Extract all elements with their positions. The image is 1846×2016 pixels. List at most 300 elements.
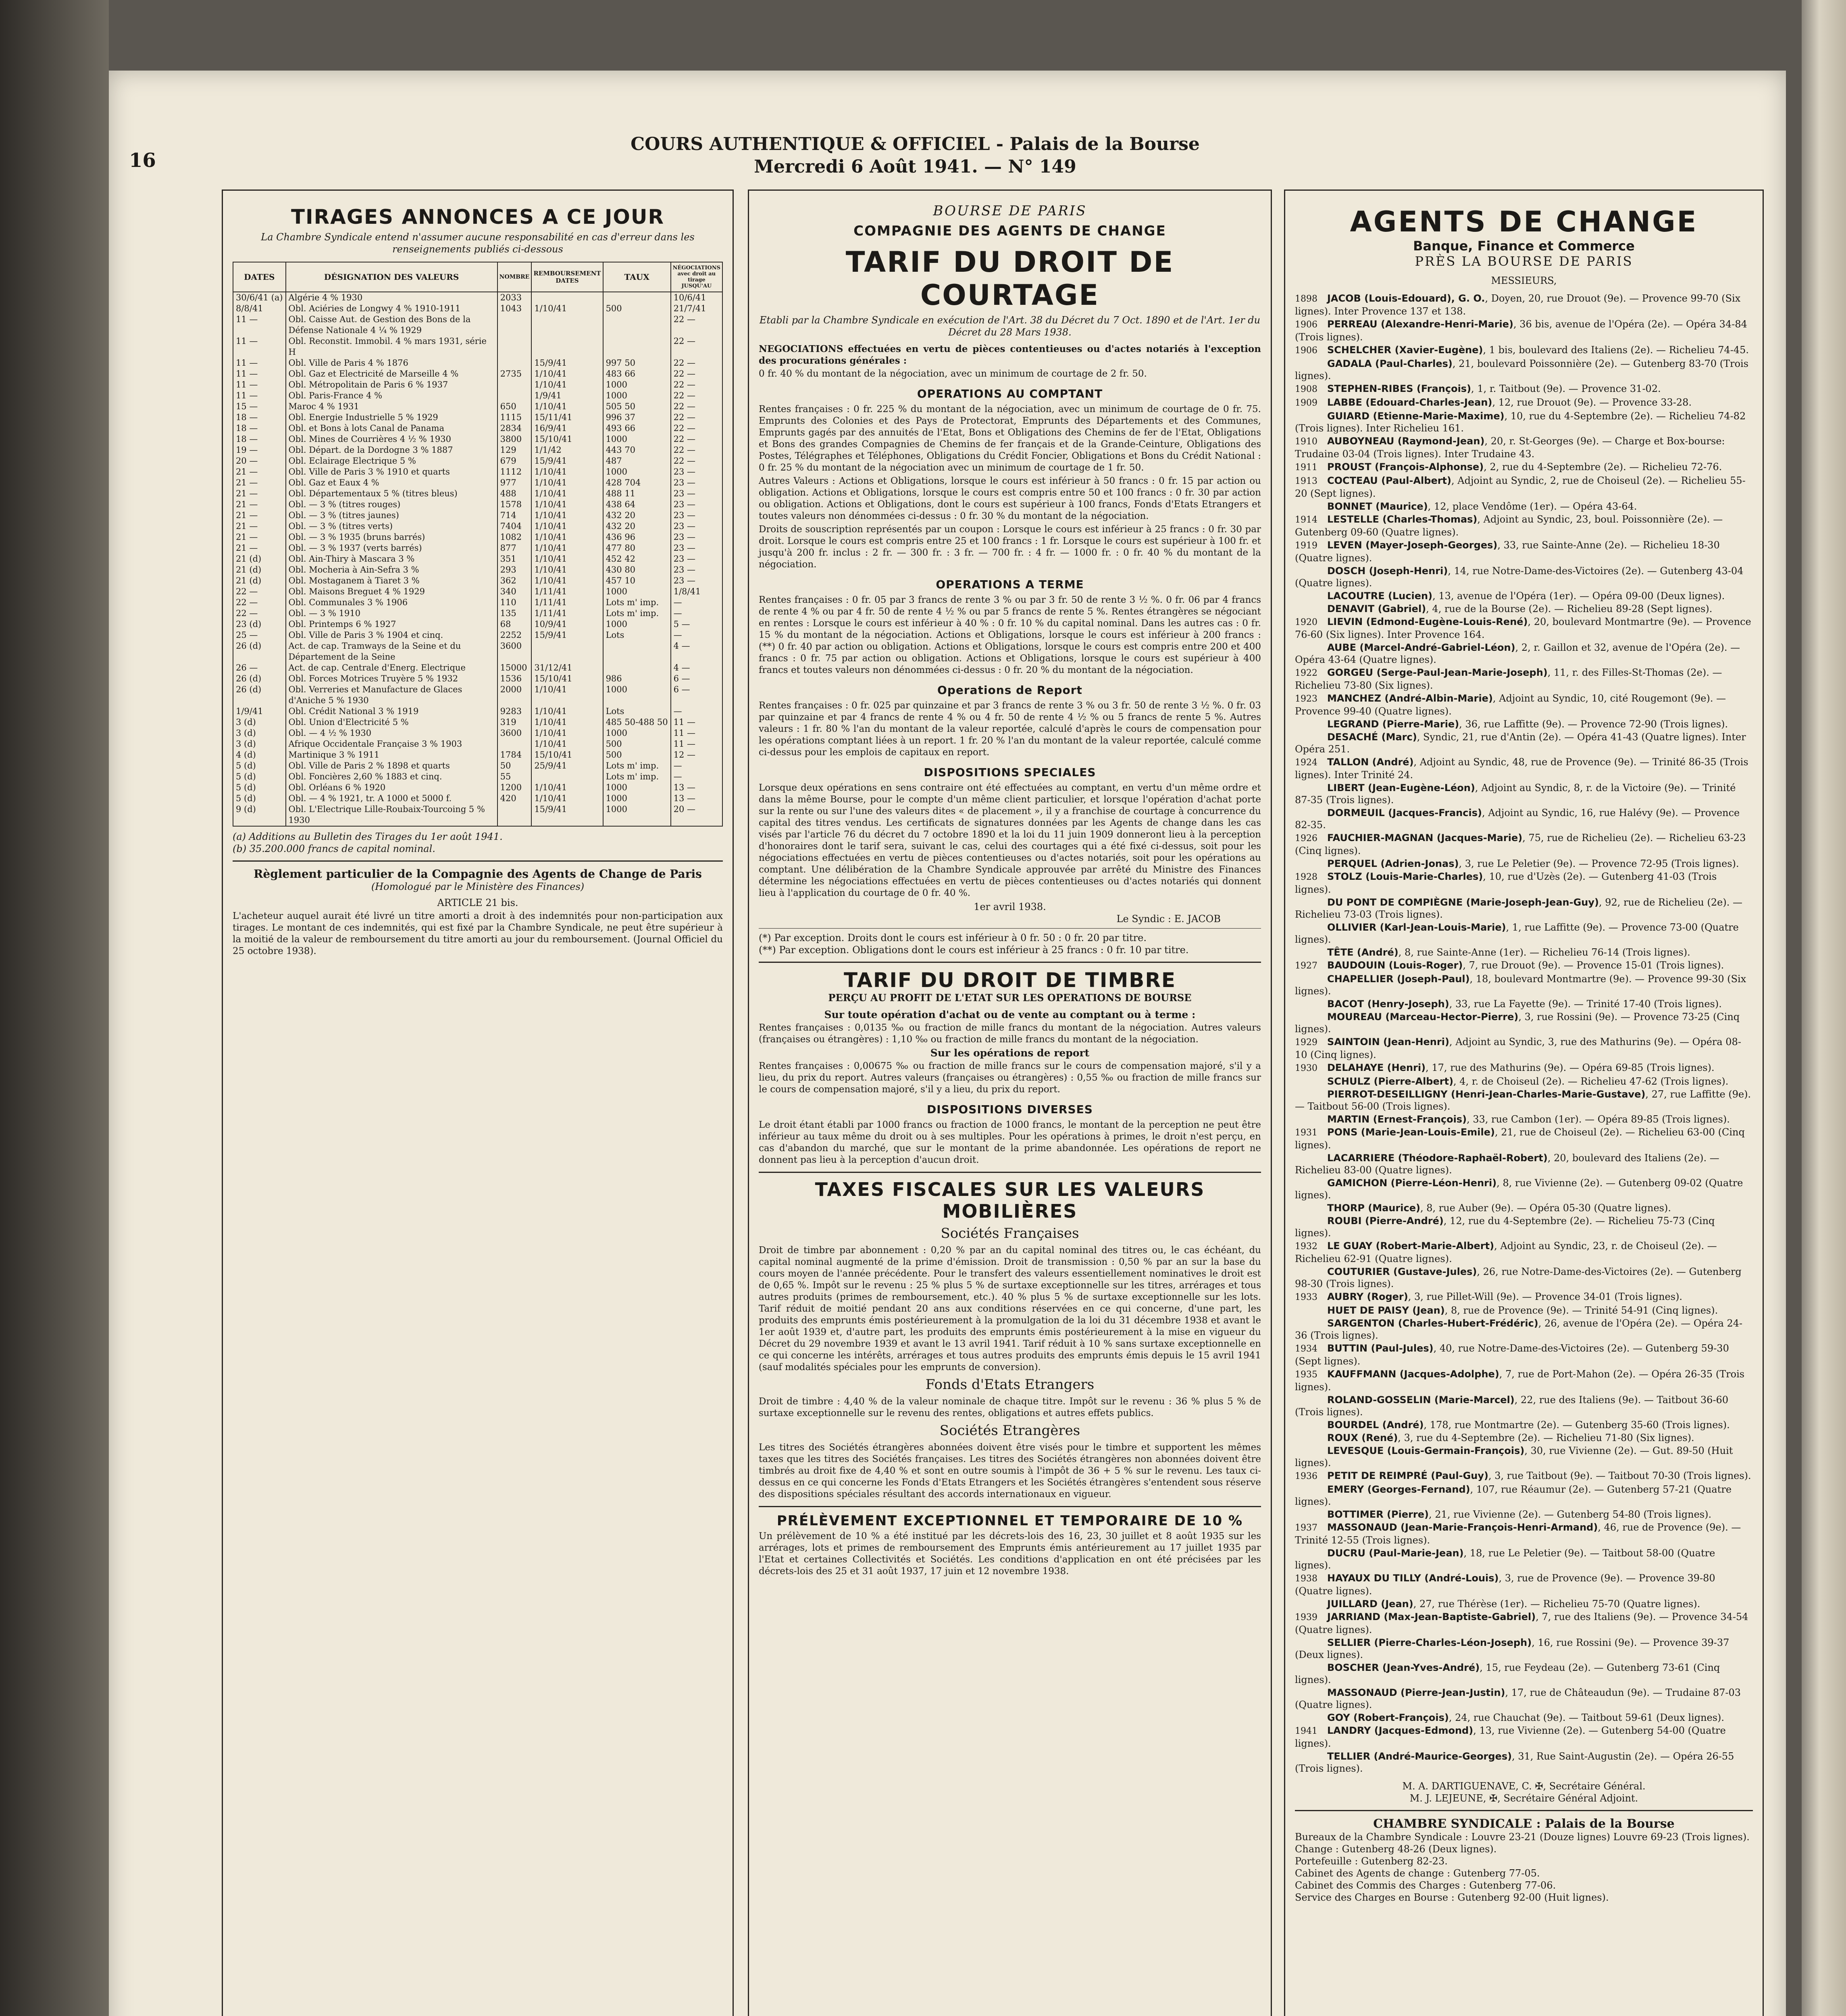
- table-row: [233, 303, 722, 314]
- agent-name: DU PONT DE COMPIÈGNE (Marie-Joseph-Jean-Guy): [1327, 897, 1599, 908]
- table-cell: 18 —: [233, 434, 286, 445]
- table-cell: —: [671, 706, 722, 717]
- chambre-lines: [1295, 1831, 1753, 1904]
- list-item: PIERROT-DESEILLIGNY (Henri-Jean-Charles-Marie-Gustave), 27, rue Laffitte (9e). — Taitbout 56-00 (Trois lignes).: [1295, 1089, 1751, 1112]
- list-item: 1937 MASSONAUD (Jean-Marie-François-Henri-Armand), 46, rue de Provence (9e). — Trinité 12-55 (Trois lignes).: [1295, 1522, 1741, 1546]
- list-item: 1935 KAUFFMANN (Jacques-Adolphe), 7, rue de Port-Mahon (2e). — Opéra 26-35 (Trois lignes).: [1295, 1368, 1745, 1393]
- table-cell: 20 —: [671, 804, 722, 826]
- agent-address: 33, rue Cambon (1er). — Opéra 89-85 (Trois lignes).: [1473, 1114, 1730, 1125]
- agent-name: BOURDEL (André): [1327, 1419, 1424, 1431]
- list-item: BOTTIMER (Pierre), 21, rue Vivienne (2e). — Gutenberg 54-80 (Trois lignes).: [1327, 1509, 1712, 1520]
- taxes-etrangeres-text: Les titres des Sociétés étrangères abonnées doivent être visés pour le timbre et supportent les mêmes taxes que les titres des Sociétés françaises. Les titres des Sociétés étrangères non abonnées doivent être timbrés au droit fixe de 4,40 % et sont en outre soumis à l'impôt de 36 + 5 % sur le revenu. Les taux ci-dessus en ce qui concerne les Fonds d'Etats Etrangers et les Sociétés étrangères s'entendent sous réserve des dispositions spéciales résultant des accords internationaux en vigueur.: [759, 1442, 1261, 1500]
- table-cell: 452 42: [603, 554, 671, 564]
- table-row: [233, 717, 722, 728]
- agent-year: 1906: [1295, 320, 1317, 330]
- table-cell: 23 —: [671, 575, 722, 586]
- agents-subtitle2: PRÈS LA BOURSE DE PARIS: [1415, 254, 1633, 269]
- table-row: [233, 804, 722, 826]
- table-cell: 15000: [497, 662, 532, 673]
- table-cell: 15/9/41: [531, 804, 603, 826]
- col-nombre: NOMBRE: [497, 262, 532, 292]
- table-cell: 21 (d): [233, 564, 286, 575]
- tirages-body: [233, 292, 722, 826]
- table-cell: Act. de cap. Tramways de la Seine et du Département de la Seine: [286, 641, 497, 662]
- table-cell: 25 —: [233, 630, 286, 641]
- table-cell: 1000: [603, 390, 671, 401]
- table-cell: 23 (d): [233, 619, 286, 630]
- table-cell: 15/10/41: [531, 750, 603, 760]
- table-cell: 1/10/41: [531, 564, 603, 575]
- tirages-note-b: (b) 35.200.000 francs de capital nominal.: [233, 843, 435, 854]
- table-row: [233, 782, 722, 793]
- tirages-table: [233, 262, 723, 827]
- table-cell: 319: [497, 717, 532, 728]
- table-cell: [603, 641, 671, 662]
- agent-year: 1910: [1295, 437, 1317, 447]
- table-cell: 1/10/41: [531, 739, 603, 750]
- table-cell: 11 —: [233, 314, 286, 336]
- table-cell: [531, 641, 603, 662]
- list-item: DUCRU (Paul-Marie-Jean), 18, rue Le Peletier (9e). — Taitbout 58-00 (Quatre lignes).: [1295, 1547, 1715, 1571]
- table-cell: Obl. — 3 % (titres rouges): [286, 499, 497, 510]
- agent-name: BAUDOUIN (Louis-Roger): [1327, 960, 1463, 971]
- table-cell: 21 —: [233, 510, 286, 521]
- table-cell: 1/10/41: [531, 793, 603, 804]
- table-cell: 11 —: [233, 336, 286, 358]
- table-cell: 432 20: [603, 521, 671, 532]
- table-cell: Obl. — 3 % 1935 (bruns barrés): [286, 532, 497, 543]
- agent-name: MARTIN (Ernest-François): [1327, 1114, 1467, 1125]
- agent-address: 18, boulevard Montmartre (9e). — Provence 99-30 (Six lignes).: [1295, 973, 1746, 997]
- table-row: [233, 750, 722, 760]
- table-cell: —: [671, 771, 722, 782]
- table-cell: 5 (d): [233, 771, 286, 782]
- table-cell: 483 66: [603, 369, 671, 379]
- table-cell: [497, 804, 532, 826]
- list-item: MOUREAU (Marceau-Hector-Pierre), 3, rue Rossini (9e). — Provence 73-25 (Cinq lignes).: [1295, 1011, 1740, 1035]
- table-cell: 1000: [603, 804, 671, 826]
- prelevement-body: Un prélèvement de 10 % a été institué par les décrets-lois des 16, 23, 30 juillet et 8 août 1935 sur les arrérages, lots et primes de remboursement des Emprunts émis antérieurement au 17 juillet 1935 par l'Etat et certaines Collectivités et Sociétés. Les conditions d'application en ont été précisées par les décrets-lois des 25 et 31 août 1937, 17 juin et 12 novembre 1938.: [759, 1531, 1261, 1577]
- table-cell: 22 —: [671, 358, 722, 369]
- table-cell: 23 —: [671, 543, 722, 554]
- table-cell: 1/10/41: [531, 543, 603, 554]
- agent-name: COUTURIER (Gustave-Jules): [1327, 1266, 1477, 1277]
- taxes-section-etrangeres: Sociétés Etrangères: [939, 1422, 1080, 1439]
- table-cell: Obl. Départementaux 5 % (titres bleus): [286, 488, 497, 499]
- taxes-section-etats: Fonds d'Etats Etrangers: [925, 1377, 1095, 1393]
- courtage-intro: NEGOCIATIONS effectuées en vertu de pièces contentieuses ou d'actes notariés à l'exception des procurations générales :: [759, 344, 1261, 366]
- table-row: [233, 445, 722, 456]
- tirages-title: TIRAGES ANNONCES A CE JOUR: [291, 205, 665, 229]
- table-cell: 26 —: [233, 662, 286, 673]
- list-item: SCHULZ (Pierre-Albert), 4, r. de Choiseul (2e). — Richelieu 47-62 (Trois lignes).: [1327, 1076, 1729, 1087]
- table-cell: 23 —: [671, 521, 722, 532]
- table-cell: 2000: [497, 684, 532, 706]
- table-cell: 679: [497, 456, 532, 467]
- agent-name: PIERROT-DESEILLIGNY (Henri-Jean-Charles-Marie-Gustave): [1327, 1089, 1646, 1100]
- table-cell: —: [671, 630, 722, 641]
- agent-address: 33, rue La Fayette (9e). — Trinité 17-40 (Trois lignes).: [1455, 998, 1722, 1010]
- agent-name: DENAVIT (Gabriel): [1327, 603, 1426, 614]
- agent-year: 1909: [1295, 398, 1317, 408]
- table-row: [233, 564, 722, 575]
- page-header: [129, 133, 1701, 185]
- list-item: 1920 LIEVIN (Edmond-Eugène-Louis-René), 20, boulevard Montmartre (9e). — Provence 76-60 (Six lignes). Inter Provence 164.: [1295, 616, 1751, 640]
- table-cell: 977: [497, 477, 532, 488]
- table-cell: 1/10/41: [531, 782, 603, 793]
- agent-address: 3, rue Pillet-Will (9e). — Provence 34-01 (Trois lignes).: [1414, 1291, 1683, 1302]
- agent-address: 8, rue de Provence (9e). — Trinité 54-91 (Cinq lignes).: [1451, 1305, 1718, 1316]
- table-cell: Obl. Communales 3 % 1906: [286, 597, 497, 608]
- table-cell: 8/8/41: [233, 303, 286, 314]
- section-speciales: DISPOSITIONS SPECIALES: [924, 766, 1096, 779]
- table-cell: 1/11/41: [531, 597, 603, 608]
- agents-messieurs: MESSIEURS,: [1491, 275, 1557, 286]
- table-cell: Afrique Occidentale Française 3 % 1903: [286, 739, 497, 750]
- agent-address: 12, rue du 4-Septembre (2e). — Richelieu 75-73 (Cinq lignes).: [1295, 1215, 1715, 1239]
- agent-address: 36, rue Laffitte (9e). — Provence 72-90 (Trois lignes).: [1465, 719, 1728, 730]
- table-cell: 487: [603, 456, 671, 467]
- table-cell: 351: [497, 554, 532, 564]
- table-cell: 5 —: [671, 619, 722, 630]
- agent-name: PETIT DE REIMPRÉ (Paul-Guy): [1327, 1470, 1488, 1481]
- agent-name: SARGENTON (Charles-Hubert-Frédéric): [1327, 1318, 1538, 1329]
- table-cell: 650: [497, 401, 532, 412]
- agent-address: 3, rue de Provence (9e). — Provence 39-80 (Quatre lignes).: [1295, 1572, 1715, 1597]
- tarifs-column: [748, 190, 1272, 2016]
- list-item: 1933 AUBRY (Roger), 3, rue Pillet-Will (9e). — Provence 34-01 (Trois lignes).: [1295, 1291, 1753, 1304]
- list-item: 1923 MANCHEZ (André-Albin-Marie), Adjoint au Syndic, 10, cité Rougemont (9e). — Provence 99-40 (Quatre lignes).: [1295, 693, 1726, 717]
- table-cell: Obl. Maisons Breguet 4 % 1929: [286, 586, 497, 597]
- book-binding: [0, 0, 109, 2016]
- agent-address: 3, rue du 4-Septembre (2e). — Richelieu 71-80 (Six lignes).: [1404, 1432, 1694, 1443]
- table-row: [233, 434, 722, 445]
- agent-year: 1923: [1295, 694, 1317, 704]
- agent-address: 15, rue Feydeau (2e). — Gutenberg 73-61 (Cinq lignes).: [1295, 1662, 1720, 1685]
- agent-address: 20, boulevard des Italiens (2e). — Richelieu 83-00 (Quatre lignes).: [1295, 1152, 1719, 1176]
- table-cell: 21 —: [233, 543, 286, 554]
- table-cell: 4 —: [671, 662, 722, 673]
- table-row: [233, 673, 722, 684]
- comptant-valeurs: Autres Valeurs : Actions et Obligations, lorsque le cours est inférieur à 50 francs : 0 fr. 15 par action ou obligation. Actions et Obligations, lorsque le cours est compris entre 50 et 100 francs : 0 fr. 30 par action ou obligation. Actions et Obligations, dont le cours est supérieur à 100 francs, Fonds d'Etats Etrangers et toutes valeurs non dénommées ci-dessus : 0 fr. 30 % du montant de la négociation.: [759, 476, 1261, 521]
- agent-year: 1898: [1295, 294, 1317, 304]
- table-cell: 1/10/41: [531, 467, 603, 477]
- table-cell: 4 (d): [233, 750, 286, 760]
- list-item: 1929 SAINTOIN (Jean-Henri), Adjoint au Syndic, 3, rue des Mathurins (9e). — Opéra 08-10 (Cinq lignes).: [1295, 1036, 1741, 1060]
- taxes-title: TAXES FISCALES SUR LES VALEURS MOBILIÈRES: [815, 1179, 1205, 1222]
- page-edge: [1802, 0, 1846, 2016]
- table-cell: [531, 336, 603, 358]
- list-item: 1938 HAYAUX DU TILLY (André-Louis), 3, rue de Provence (9e). — Provence 39-80 (Quatre lignes).: [1295, 1572, 1715, 1597]
- table-cell: 18 —: [233, 423, 286, 434]
- list-item: MARTIN (Ernest-François), 33, rue Cambon (1er). — Opéra 89-85 (Trois lignes).: [1327, 1114, 1730, 1125]
- agent-address: 33, rue Sainte-Anne (2e). — Richelieu 18-30 (Quatre lignes).: [1295, 539, 1720, 564]
- comptant-droits: Droits de souscription représentés par un coupon : Lorsque le cours est inférieur à 25 francs : 0 fr. 30 par droit. Lorsque le cours est compris entre 25 et 100 francs : 1 fr. Lorsque le cours est supérieur à 100 fr. et jusqu'à 200 fr. inclus : 2 fr. — 300 fr. : 3 fr. — 700 fr. : 4 fr. — 1000 fr. : 0 fr. 40 % du montant de la négociation.: [759, 524, 1261, 570]
- table-cell: [497, 379, 532, 390]
- table-cell: Lots m' imp.: [603, 760, 671, 771]
- agent-address: 7, rue de Port-Mahon (2e). — Opéra 26-35 (Trois lignes).: [1295, 1368, 1745, 1393]
- table-cell: 3600: [497, 641, 532, 662]
- table-cell: 1082: [497, 532, 532, 543]
- tirages-disclaimer: La Chambre Syndicale entend n'assumer aucune responsabilité en cas d'erreur dans les renseignements publiés ci-dessous: [261, 231, 695, 255]
- table-cell: 488: [497, 488, 532, 499]
- table-cell: 21 —: [233, 521, 286, 532]
- agent-address: 14, rue Notre-Dame-des-Victoires (2e). — Gutenberg 43-04 (Quatre lignes).: [1295, 565, 1744, 589]
- agents-title: AGENTS DE CHANGE: [1350, 205, 1698, 238]
- agent-address: 16, rue Rossini (9e). — Provence 39-37 (Deux lignes).: [1295, 1637, 1729, 1660]
- agents-list: [1295, 292, 1753, 1774]
- table-cell: 340: [497, 586, 532, 597]
- table-cell: Act. de cap. Centrale d'Energ. Electrique: [286, 662, 497, 673]
- table-cell: Obl. — 3 % 1910: [286, 608, 497, 619]
- list-item: 1906 PERREAU (Alexandre-Henri-Marie), 36 bis, avenue de l'Opéra (2e). — Opéra 34-84 (Trois lignes).: [1295, 319, 1747, 343]
- agent-name: ROUBI (Pierre-André): [1327, 1215, 1444, 1227]
- list-item: ROLAND-GOSSELIN (Marie-Marcel), 22, rue des Italiens (9e). — Taitbout 36-60 (Trois lignes).: [1295, 1394, 1729, 1418]
- table-cell: 21 —: [233, 499, 286, 510]
- agent-name: SCHELCHER (Xavier-Eugène): [1327, 344, 1483, 356]
- agent-name: MANCHEZ (André-Albin-Marie): [1327, 693, 1493, 704]
- table-row: [233, 499, 722, 510]
- table-cell: —: [671, 760, 722, 771]
- table-row: [233, 771, 722, 782]
- timbre-lead: Sur toute opération d'achat ou de vente au comptant ou à terme :: [824, 1009, 1196, 1020]
- agent-address: Adjoint au Syndic, 23, r. de Choiseul (2e). — Richelieu 62-91 (Quatre lignes).: [1295, 1240, 1717, 1264]
- agent-year: 1911: [1295, 462, 1317, 473]
- table-row: [233, 369, 722, 379]
- table-cell: 129: [497, 445, 532, 456]
- agent-address: 4, rue de la Bourse (2e). — Richelieu 89-28 (Sept lignes).: [1432, 603, 1713, 614]
- agent-address: 20, boulevard Montmartre (9e). — Provence 76-60 (Six lignes). Inter Provence 164.: [1295, 616, 1751, 640]
- agent-name: JARRIAND (Max-Jean-Baptiste-Gabriel): [1327, 1611, 1536, 1622]
- table-cell: Obl. Printemps 6 % 1927: [286, 619, 497, 630]
- agent-name: STOLZ (Louis-Marie-Charles): [1327, 871, 1483, 882]
- table-cell: 22 —: [671, 412, 722, 423]
- table-cell: 30/6/41 (a): [233, 292, 286, 303]
- table-cell: [531, 292, 603, 303]
- agent-address: 75, rue de Richelieu (2e). — Richelieu 63-23 (Cinq lignes).: [1295, 832, 1746, 856]
- agent-address: 2, r. Gaillon et 32, avenue de l'Opéra (2e). — Opéra 43-64 (Quatre lignes).: [1295, 642, 1740, 665]
- table-cell: 430 80: [603, 564, 671, 575]
- table-row: [233, 423, 722, 434]
- table-cell: 1000: [603, 467, 671, 477]
- agent-address: 27, rue Thérèse (1er). — Richelieu 75-70 (Quatre lignes).: [1419, 1598, 1700, 1610]
- agent-address: 1 bis, boulevard des Italiens (2e). — Richelieu 74-45.: [1489, 344, 1749, 356]
- table-cell: 11 —: [233, 390, 286, 401]
- agent-name: AUBOYNEAU (Raymond-Jean): [1327, 435, 1485, 447]
- table-cell: 505 50: [603, 401, 671, 412]
- table-row: [233, 684, 722, 706]
- table-cell: Lots: [603, 630, 671, 641]
- table-row: [233, 586, 722, 597]
- table-row: [233, 619, 722, 630]
- table-cell: 5 (d): [233, 793, 286, 804]
- courtage-subtitle: Etabli par la Chambre Syndicale en exécution de l'Art. 38 du Décret du 7 Oct. 1890 et de l'Art. 1er du Décret du 28 Mars 1938.: [759, 314, 1261, 338]
- agent-address: 10, rue d'Uzès (2e). — Gutenberg 41-03 (Trois lignes).: [1295, 871, 1717, 895]
- list-item: 1919 LEVEN (Mayer-Joseph-Georges), 33, rue Sainte-Anne (2e). — Richelieu 18-30 (Quatre lignes).: [1295, 539, 1720, 564]
- table-cell: Obl. L'Electrique Lille-Roubaix-Tourcoing 5 % 1930: [286, 804, 497, 826]
- table-cell: 15/10/41: [531, 434, 603, 445]
- agent-address: 46, rue de Provence (9e). — Trinité 12-55 (Trois lignes).: [1295, 1522, 1741, 1546]
- table-cell: 3 (d): [233, 728, 286, 739]
- agent-address: Adjoint au Syndic, 16, rue Halévy (9e). — Provence 82-35.: [1295, 807, 1740, 831]
- table-cell: 293: [497, 564, 532, 575]
- table-row: [233, 641, 722, 662]
- courtage-title: TARIF DU DROIT DE COURTAGE: [845, 246, 1174, 312]
- agent-name: MOUREAU (Marceau-Hector-Pierre): [1327, 1011, 1519, 1023]
- agent-year: 1930: [1295, 1063, 1317, 1073]
- table-cell: 13 —: [671, 782, 722, 793]
- list-item: DENAVIT (Gabriel), 4, rue de la Bourse (2e). — Richelieu 89-28 (Sept lignes).: [1327, 603, 1713, 614]
- table-cell: 5 (d): [233, 782, 286, 793]
- agent-name: ROLAND-GOSSELIN (Marie-Marcel): [1327, 1394, 1515, 1406]
- col-designation: DÉSIGNATION DES VALEURS: [286, 262, 497, 292]
- table-cell: Obl. Gaz et Eaux 4 %: [286, 477, 497, 488]
- table-cell: 1200: [497, 782, 532, 793]
- table-cell: 22 —: [671, 456, 722, 467]
- taxes-section-francaises: Sociétés Françaises: [941, 1225, 1079, 1241]
- table-cell: 22 —: [671, 423, 722, 434]
- table-cell: Obl. Ville de Paris 4 % 1876: [286, 358, 497, 369]
- agent-address: 21, rue Vivienne (2e). — Gutenberg 54-80 (Trois lignes).: [1435, 1509, 1712, 1520]
- list-item: ROUBI (Pierre-André), 12, rue du 4-Septembre (2e). — Richelieu 75-73 (Cinq lignes).: [1295, 1215, 1715, 1239]
- table-row: [233, 467, 722, 477]
- table-cell: 9283: [497, 706, 532, 717]
- table-cell: 1115: [497, 412, 532, 423]
- agent-address: 21, boulevard Poissonnière (2e). — Gutenberg 83-70 (Trois lignes).: [1295, 358, 1749, 381]
- agent-name: LABBE (Edouard-Charles-Jean): [1327, 397, 1492, 408]
- table-cell: 986: [603, 673, 671, 684]
- agent-name: LEVESQUE (Louis-Germain-François): [1327, 1445, 1525, 1456]
- agent-address: 26, avenue de l'Opéra (2e). — Opéra 24-36 (Trois lignes).: [1295, 1318, 1743, 1341]
- agent-year: 1908: [1295, 384, 1317, 394]
- agent-address: 17, rue des Mathurins (9e). — Opéra 69-85 (Trois lignes).: [1432, 1062, 1715, 1073]
- table-cell: Obl. Paris-France 4 %: [286, 390, 497, 401]
- agent-name: KAUFFMANN (Jacques-Adolphe): [1327, 1368, 1499, 1380]
- table-cell: 15/11/41: [531, 412, 603, 423]
- agent-name: EMERY (Georges-Fernand): [1327, 1484, 1470, 1495]
- agent-address: 3, rue Taitbout (9e). — Taitbout 70-30 (Trois lignes).: [1494, 1470, 1751, 1481]
- agent-name: HAYAUX DU TILLY (André-Louis): [1327, 1572, 1499, 1584]
- agent-name: JACOB (Louis-Edouard), G. O.: [1327, 293, 1485, 304]
- table-row: [233, 760, 722, 771]
- agent-year: 1922: [1295, 668, 1317, 678]
- list-item: 1932 LE GUAY (Robert-Marie-Albert), Adjoint au Syndic, 23, r. de Choiseul (2e). — Richelieu 62-91 (Quatre lignes).: [1295, 1240, 1717, 1264]
- list-item: BOURDEL (André), 178, rue Montmartre (2e). — Gutenberg 35-60 (Trois lignes).: [1327, 1419, 1730, 1431]
- table-cell: 16/9/41: [531, 423, 603, 434]
- agent-year: 1936: [1295, 1471, 1317, 1481]
- table-cell: 12 —: [671, 750, 722, 760]
- agent-name: PROUST (François-Alphonse): [1327, 461, 1484, 473]
- table-cell: Obl. Métropolitain de Paris 6 % 1937: [286, 379, 497, 390]
- table-cell: 13 —: [671, 793, 722, 804]
- table-row: [233, 554, 722, 564]
- table-row: [233, 739, 722, 750]
- table-row: [233, 292, 722, 303]
- list-item: GUIARD (Etienne-Marie-Maxime), 10, rue du 4-Septembre (2e). — Richelieu 74-82 (Trois lignes). Inter Richelieu 161.: [1295, 410, 1746, 434]
- table-cell: 1/9/41: [233, 706, 286, 717]
- agent-address: 26, rue Notre-Dame-des-Victoires (2e). — Gutenberg 98-30 (Trois lignes).: [1295, 1266, 1742, 1289]
- agent-address: 178, rue Montmartre (2e). — Gutenberg 35-60 (Trois lignes).: [1430, 1419, 1730, 1431]
- agent-address: 31, Rue Saint-Augustin (2e). — Opéra 26-55 (Trois lignes).: [1295, 1751, 1734, 1774]
- agent-year: 1941: [1295, 1726, 1317, 1736]
- table-cell: 21 —: [233, 467, 286, 477]
- table-cell: 500: [603, 750, 671, 760]
- agent-address: Adjoint au Syndic, 10, cité Rougemont (9e). — Provence 99-40 (Quatre lignes).: [1295, 693, 1726, 717]
- table-cell: 110: [497, 597, 532, 608]
- reglement-subtitle: (Homologué par le Ministère des Finances): [371, 881, 585, 892]
- table-cell: 23 —: [671, 467, 722, 477]
- table-cell: 19 —: [233, 445, 286, 456]
- list-item: LEVESQUE (Louis-Germain-François), 30, rue Vivienne (2e). — Gut. 89-50 (Huit lignes).: [1295, 1445, 1733, 1468]
- list-item: LIBERT (Jean-Eugène-Léon), Adjoint au Syndic, 8, r. de la Victoire (9e). — Trinité 87-35 (Trois lignes).: [1295, 782, 1736, 806]
- table-cell: 500: [603, 303, 671, 314]
- list-item: HUET DE PAISY (Jean), 8, rue de Provence (9e). — Trinité 54-91 (Cinq lignes).: [1327, 1305, 1718, 1316]
- table-row: [233, 706, 722, 717]
- list-item: SARGENTON (Charles-Hubert-Frédéric), 26, avenue de l'Opéra (2e). — Opéra 24-36 (Trois lignes).: [1295, 1318, 1743, 1341]
- list-item: JUILLARD (Jean), 27, rue Thérèse (1er). — Richelieu 75-70 (Quatre lignes).: [1327, 1598, 1700, 1610]
- list-item: THORP (Maurice), 8, rue Auber (9e). — Opéra 05-30 (Quatre lignes).: [1327, 1202, 1671, 1214]
- table-row: [233, 532, 722, 543]
- table-cell: 15/9/41: [531, 630, 603, 641]
- agent-name: MASSONAUD (Jean-Marie-François-Henri-Armand): [1327, 1522, 1598, 1533]
- agent-address: 92, rue de Richelieu (2e). — Richelieu 73-03 (Trois lignes).: [1295, 897, 1742, 920]
- table-cell: Martinique 3 % 1911: [286, 750, 497, 760]
- table-cell: Obl. Gaz et Electricité de Marseille 4 %: [286, 369, 497, 379]
- table-cell: 18 —: [233, 412, 286, 423]
- list-item: 1910 AUBOYNEAU (Raymond-Jean), 20, r. St-Georges (9e). — Charge et Box-bourse: Trudaine 03-04 (Trois lignes). Inter Trudaine 43.: [1295, 435, 1725, 460]
- table-cell: 15/10/41: [531, 673, 603, 684]
- table-cell: 15/9/41: [531, 358, 603, 369]
- agent-year: 1931: [1295, 1128, 1317, 1138]
- table-cell: 1000: [603, 619, 671, 630]
- timbre-subtitle: PERÇU AU PROFIT DE L'ETAT SUR LES OPERATIONS DE BOURSE: [828, 992, 1192, 1004]
- table-cell: Obl. Union d'Electricité 5 %: [286, 717, 497, 728]
- agent-name: BOSCHER (Jean-Yves-André): [1327, 1662, 1480, 1673]
- table-cell: 1000: [603, 782, 671, 793]
- table-cell: 7404: [497, 521, 532, 532]
- list-item: CHAPELLIER (Joseph-Paul), 18, boulevard Montmartre (9e). — Provence 99-30 (Six lignes).: [1295, 973, 1746, 997]
- agent-address: 2, rue du 4-Septembre (2e). — Richelieu 72-76.: [1490, 461, 1722, 473]
- table-cell: 1/9/41: [531, 390, 603, 401]
- table-cell: 22 —: [233, 586, 286, 597]
- table-cell: 21 (d): [233, 575, 286, 586]
- table-cell: 68: [497, 619, 532, 630]
- table-row: [233, 575, 722, 586]
- table-cell: 11 —: [671, 728, 722, 739]
- table-cell: 714: [497, 510, 532, 521]
- table-cell: Lots m' imp.: [603, 608, 671, 619]
- agent-name: THORP (Maurice): [1327, 1202, 1420, 1214]
- agent-address: Adjoint au Syndic, 48, rue de Provence (9e). — Trinité 86-35 (Trois lignes). Inter Trinité 24.: [1295, 756, 1748, 781]
- table-cell: Lots m' imp.: [603, 771, 671, 782]
- table-cell: 22 —: [671, 369, 722, 379]
- agent-name: DESACHÉ (Marc): [1327, 731, 1417, 743]
- table-cell: Obl. Ville de Paris 3 % 1904 et cinq.: [286, 630, 497, 641]
- table-cell: Algérie 4 % 1930: [286, 292, 497, 303]
- table-cell: 1/10/41: [531, 303, 603, 314]
- agent-address: Adjoint au Syndic, 2, rue de Choiseul (2e). — Richelieu 55-20 (Sept lignes).: [1295, 475, 1746, 499]
- table-cell: 25/9/41: [531, 760, 603, 771]
- table-cell: Obl. Mocheria à Ain-Sefra 3 %: [286, 564, 497, 575]
- agent-year: 1939: [1295, 1612, 1317, 1622]
- table-cell: 1/10/41: [531, 554, 603, 564]
- agent-name: SAINTOIN (Jean-Henri): [1327, 1036, 1449, 1048]
- agent-address: Adjoint au Syndic, 3, rue des Mathurins (9e). — Opéra 08-10 (Cinq lignes).: [1295, 1036, 1741, 1060]
- agent-year: 1913: [1295, 476, 1317, 486]
- table-cell: 26 (d): [233, 684, 286, 706]
- table-cell: 1/10/41: [531, 728, 603, 739]
- list-item: LACOUTRE (Lucien), 13, avenue de l'Opéra (1er). — Opéra 09-00 (Deux lignes).: [1327, 590, 1725, 602]
